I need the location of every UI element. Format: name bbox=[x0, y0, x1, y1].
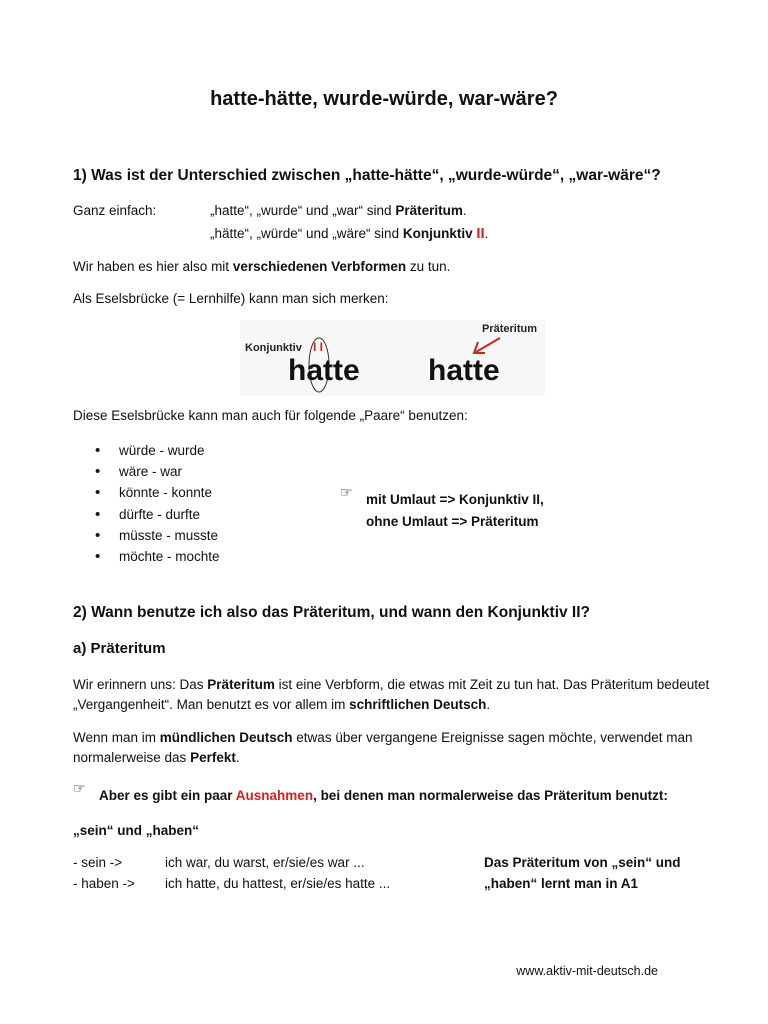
subsection-a-heading: a) Präteritum bbox=[73, 640, 166, 657]
konjunktiv-line bbox=[210, 225, 488, 242]
umlaut-note-line2: ohne Umlaut => Präteritum bbox=[366, 514, 539, 529]
list-item: • möchte - mochte bbox=[95, 546, 220, 567]
side-note-line2: „haben“ lernt man in A1 bbox=[484, 876, 639, 891]
paragraph1-schriftlich: schriftlichen Deutsch bbox=[349, 697, 487, 712]
pointing-hand-icon-2: ☞ bbox=[73, 781, 86, 797]
ausnahmen-line bbox=[99, 788, 668, 803]
praeteritum-line-text: „hatte“, „wurde“ und „war“ sind bbox=[210, 203, 396, 218]
verbformen-term: verschiedenen Verbformen bbox=[232, 259, 407, 274]
eselsbruecke-sentence: Als Eselsbrücke (= Lernhilfe) kann man sich merken: bbox=[73, 291, 389, 306]
section1-heading: 1) Was ist der Unterschied zwischen „hatte-hätte“, „wurde-würde“, „war-wäre“? bbox=[73, 167, 661, 184]
praeteritum-line bbox=[210, 203, 467, 218]
verbformen-text: Wir haben es hier also mit bbox=[73, 259, 233, 274]
hatte-word-right: hatte bbox=[428, 354, 500, 387]
konjunktiv-line-text: „hätte“, „würde“ und „wäre“ sind bbox=[210, 226, 403, 241]
verbformen-sentence bbox=[73, 259, 450, 274]
ausnahmen-text-b: , bei denen man normalerweise das Präteritum benutzt: bbox=[313, 788, 668, 803]
praeteritum-line-end: . bbox=[462, 203, 467, 218]
list-item: • dürfte - durfte bbox=[95, 504, 220, 525]
ausnahmen-highlight: Ausnahmen bbox=[235, 788, 314, 803]
list-item: • würde - wurde bbox=[95, 440, 220, 461]
konjunktiv-label: Konjunktiv bbox=[245, 342, 302, 354]
umlaut-marks-red: I I bbox=[313, 340, 324, 354]
paragraph1-text-a: Wir erinnern uns: Das bbox=[73, 677, 208, 692]
haben-row-verb: - haben -> bbox=[73, 876, 135, 891]
pairs-list bbox=[95, 440, 220, 567]
eselsbruecke-illustration bbox=[240, 320, 545, 396]
list-item: • wäre - war bbox=[95, 461, 220, 482]
perfekt-paragraph bbox=[73, 728, 723, 768]
paragraph1-praeteritum: Präteritum bbox=[207, 677, 275, 692]
hatte-word-left: hatte bbox=[288, 354, 360, 387]
paragraph1-text-c: ist eine Verbform, die etwas mit Zeit zu tun hat. Das Präteritum bedeutet „Vergangenheit“. Man benutzt es vor allem im bbox=[73, 677, 710, 712]
sein-row-forms: ich war, du warst, er/sie/es war ... bbox=[165, 855, 365, 870]
list-item: • müsste - musste bbox=[95, 525, 220, 546]
paragraph2-text-a: Wenn man im bbox=[73, 730, 160, 745]
paragraph2-muendlich: mündlichen Deutsch bbox=[159, 730, 293, 745]
praeteritum-paragraph bbox=[73, 675, 723, 715]
side-note-line1: Das Präteritum von „sein“ und bbox=[484, 855, 681, 870]
paragraph2-perfekt: Perfekt bbox=[190, 750, 236, 765]
praeteritum-label: Präteritum bbox=[482, 323, 538, 335]
paragraph2-text-c: etwas über vergangene Ereignisse sagen möchte, verwendet man normalerweise das bbox=[73, 730, 693, 765]
umlaut-note-line1: mit Umlaut => Konjunktiv II, bbox=[366, 492, 544, 507]
sein-haben-heading: „sein“ und „haben“ bbox=[73, 823, 200, 838]
paragraph2-end: . bbox=[235, 750, 240, 765]
konjunktiv-line-end: . bbox=[484, 226, 489, 241]
list-item: • könnte - konnte bbox=[95, 482, 220, 503]
haben-row-forms: ich hatte, du hattest, er/sie/es hatte ... bbox=[165, 876, 391, 891]
sein-row-verb: - sein -> bbox=[73, 855, 123, 870]
pairs-intro: Diese Eselsbrücke kann man auch für folgende „Paare“ benutzen: bbox=[73, 408, 468, 423]
section2-heading: 2) Wann benutze ich also das Präteritum, und wann den Konjunktiv II? bbox=[73, 604, 591, 621]
footer-website: www.aktiv-mit-deutsch.de bbox=[516, 964, 658, 978]
ganz-einfach-label: Ganz einfach: bbox=[73, 203, 157, 218]
konjunktiv-roman-two: II bbox=[476, 225, 485, 242]
verbformen-text-end: zu tun. bbox=[406, 259, 451, 274]
konjunktiv-term: Konjunktiv bbox=[402, 226, 477, 241]
ausnahmen-text-a: Aber es gibt ein paar bbox=[99, 788, 236, 803]
pointing-hand-icon: ☞ bbox=[340, 485, 353, 501]
praeteritum-term: Präteritum bbox=[395, 203, 463, 218]
page-title: hatte-hätte, wurde-würde, war-wäre? bbox=[210, 88, 558, 110]
paragraph1-end: . bbox=[486, 697, 491, 712]
